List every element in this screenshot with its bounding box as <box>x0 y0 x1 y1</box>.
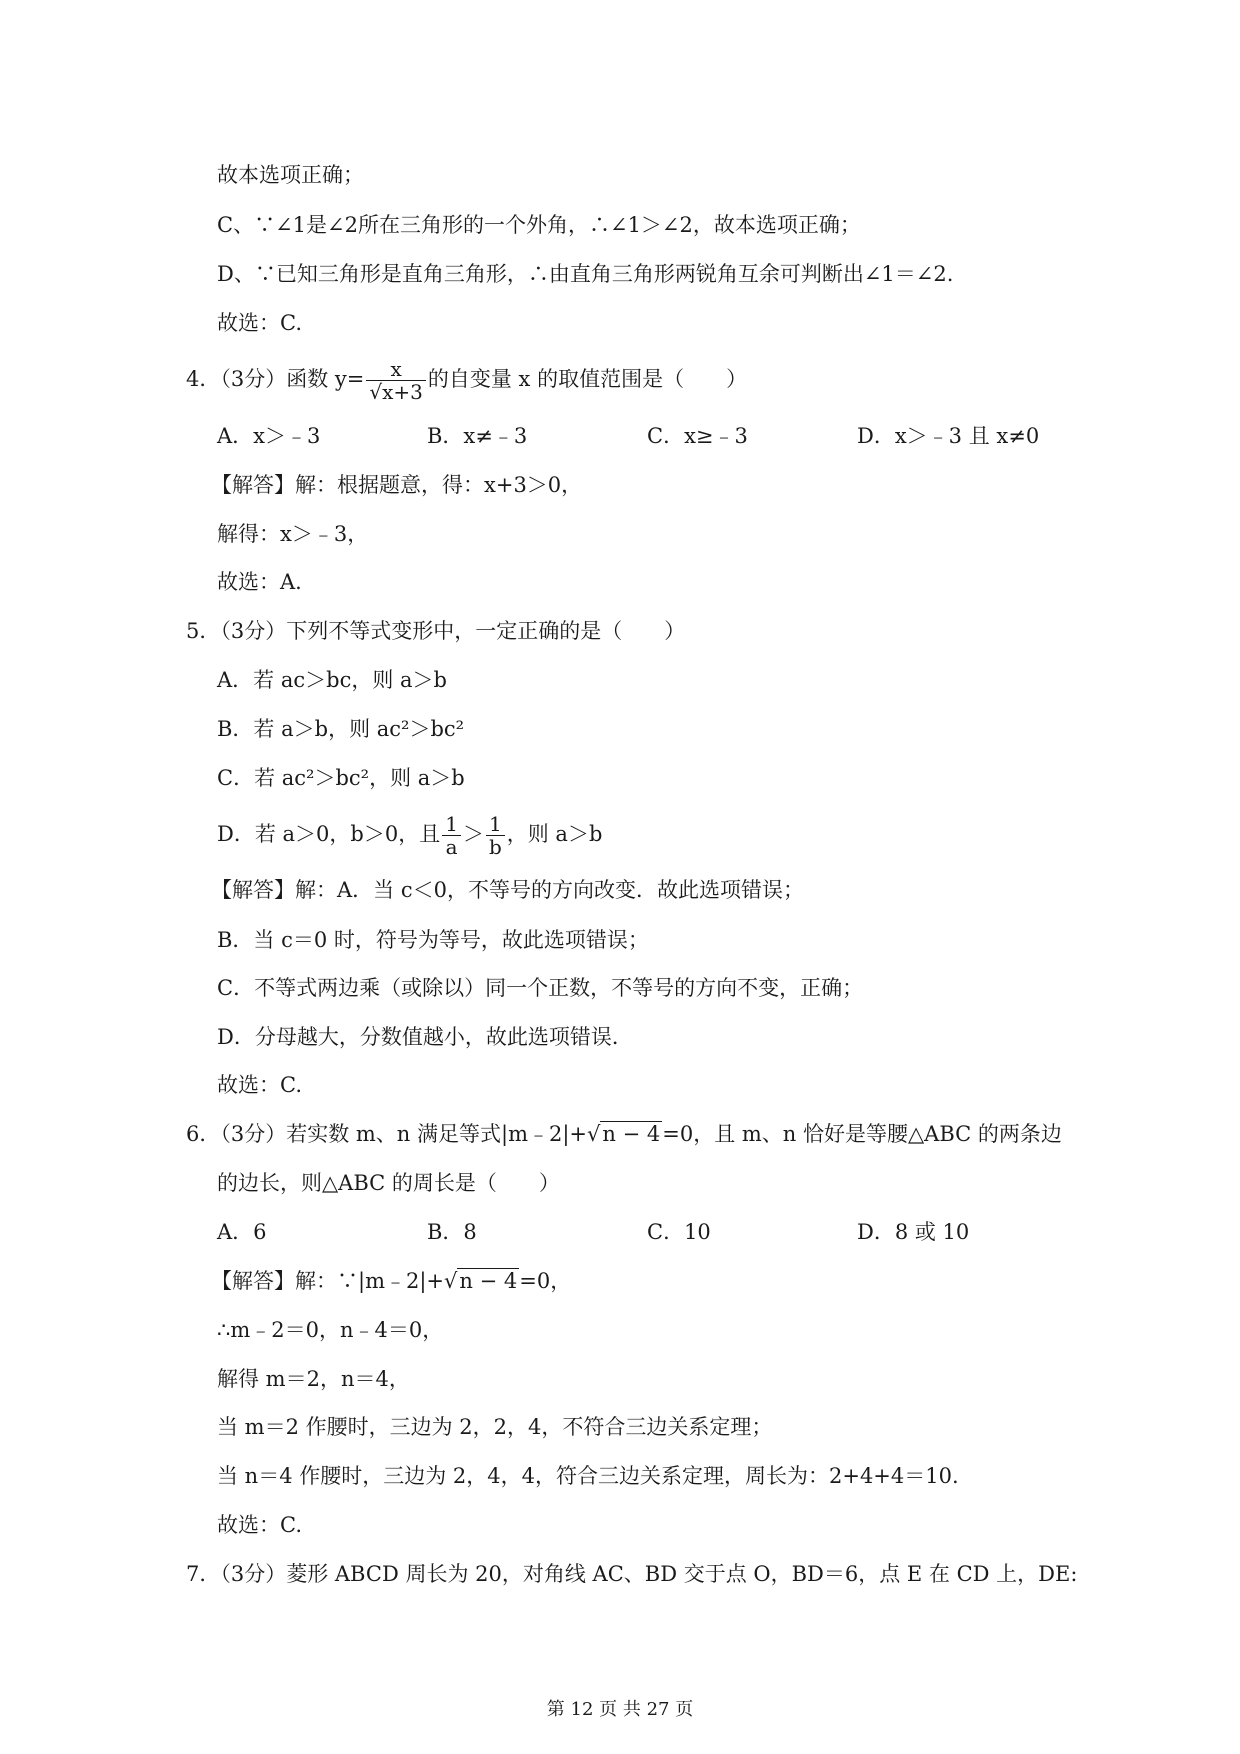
question-6-part-a: 6．（3分）若实数 m、n 满足等式|m﹣2|+ <box>186 1122 588 1146</box>
answer-line: 解得 m＝2，n＝4， <box>217 1367 410 1391</box>
question-6-line-2: 的边长，则△ABC 的周长是（ ） <box>217 1171 560 1195</box>
answer-line: 【解答】解：根据题意，得：x+3＞0， <box>211 473 583 497</box>
question-4-suffix: 的自变量 x 的取值范围是（ ） <box>427 367 748 391</box>
question-4 <box>186 358 747 403</box>
option-a: A．6 <box>217 1220 267 1244</box>
text-line: D、∵已知三角形是直角三角形，∴由直角三角形两锐角互余可判断出∠1＝∠2. <box>217 262 954 286</box>
option-d-prefix: D．若 a＞0，b＞0，且 <box>217 822 441 846</box>
answer-line: B．当 c＝0 时，符号为等号，故此选项错误； <box>217 928 649 952</box>
option-d-suffix: ，则 a＞b <box>506 822 603 846</box>
question-7: 7．（3分）菱形 ABCD 周长为 20，对角线 AC、BD 交于点 O，BD＝6，点 E 在 CD 上，DE: <box>186 1562 1078 1586</box>
answer-line: 当 m＝2 作腰时，三边为 2，2，4，不符合三边关系定理； <box>217 1415 773 1439</box>
sqrt-content: n − 4 <box>602 1122 661 1146</box>
question-6-part-b: =0，且 m、n 恰好是等腰△ABC 的两条边 <box>662 1122 1062 1146</box>
answer-line: 故选：C. <box>217 1513 302 1537</box>
answer-line: 当 n＝4 作腰时，三边为 2，4，4，符合三边关系定理，周长为：2+4+4＝10. <box>217 1464 959 1488</box>
fraction-numerator: 1 <box>442 813 461 836</box>
option-a: A．若 ac＞bc，则 a＞b <box>217 668 447 692</box>
option-c: C．若 ac²＞bc²，则 a＞b <box>217 766 465 790</box>
answer-line: 解得：x＞﹣3， <box>217 522 369 546</box>
fraction-numerator: 1 <box>486 813 505 836</box>
answer-line: D．分母越大，分数值越小，故此选项错误． <box>217 1025 633 1049</box>
option-c: C．10 <box>647 1220 711 1244</box>
question-4-prefix: 4．（3分）函数 y= <box>186 367 365 391</box>
sqrt-content: n − 4 <box>459 1269 518 1293</box>
text-line: 故选：C. <box>217 311 302 335</box>
fraction <box>442 813 461 858</box>
fraction-denominator: √x+3 <box>369 380 423 404</box>
question-5: 5．（3分）下列不等式变形中，一定正确的是（ ） <box>186 619 686 643</box>
answer-line: ∴m﹣2＝0，n﹣4＝0， <box>217 1318 444 1342</box>
text-line: C、∵∠1是∠2所在三角形的一个外角，∴∠1＞∠2，故本选项正确； <box>217 213 861 237</box>
option-b: B．8 <box>427 1220 477 1244</box>
greater-than: ＞ <box>462 822 484 846</box>
answer-line: 故选：C. <box>217 1073 302 1097</box>
fraction-denominator: a <box>445 835 458 859</box>
fraction-numerator: x <box>366 358 426 381</box>
answer-part-a: 【解答】解：∵|m﹣2|+ <box>211 1269 445 1293</box>
option-a: A．x＞﹣3 <box>217 424 321 448</box>
answer-part-b: =0， <box>519 1269 572 1293</box>
option-d: D．8 或 10 <box>857 1220 970 1244</box>
text-line: 故本选项正确； <box>217 163 364 187</box>
answer-line: 【解答】解：A．当 c＜0，不等号的方向改变．故此选项错误； <box>211 878 804 902</box>
answer-line: C．不等式两边乘（或除以）同一个正数，不等号的方向不变，正确； <box>217 976 864 1000</box>
option-c: C．x≥﹣3 <box>647 424 748 448</box>
sqrt-symbol: √ <box>587 1122 601 1146</box>
fraction <box>366 358 426 403</box>
option-d: D．x＞﹣3 且 x≠0 <box>857 424 1040 448</box>
fraction-denominator: b <box>488 835 502 859</box>
option-d <box>217 813 602 858</box>
answer-line <box>211 1267 571 1295</box>
option-b: B．若 a＞b，则 ac²＞bc² <box>217 717 465 741</box>
page-footer: 第 12 页 共 27 页 <box>546 1699 694 1720</box>
question-6 <box>186 1120 1062 1148</box>
option-b: B．x≠﹣3 <box>427 424 528 448</box>
sqrt-symbol: √ <box>444 1269 458 1293</box>
fraction <box>486 813 505 858</box>
answer-line: 故选：A. <box>217 570 302 594</box>
